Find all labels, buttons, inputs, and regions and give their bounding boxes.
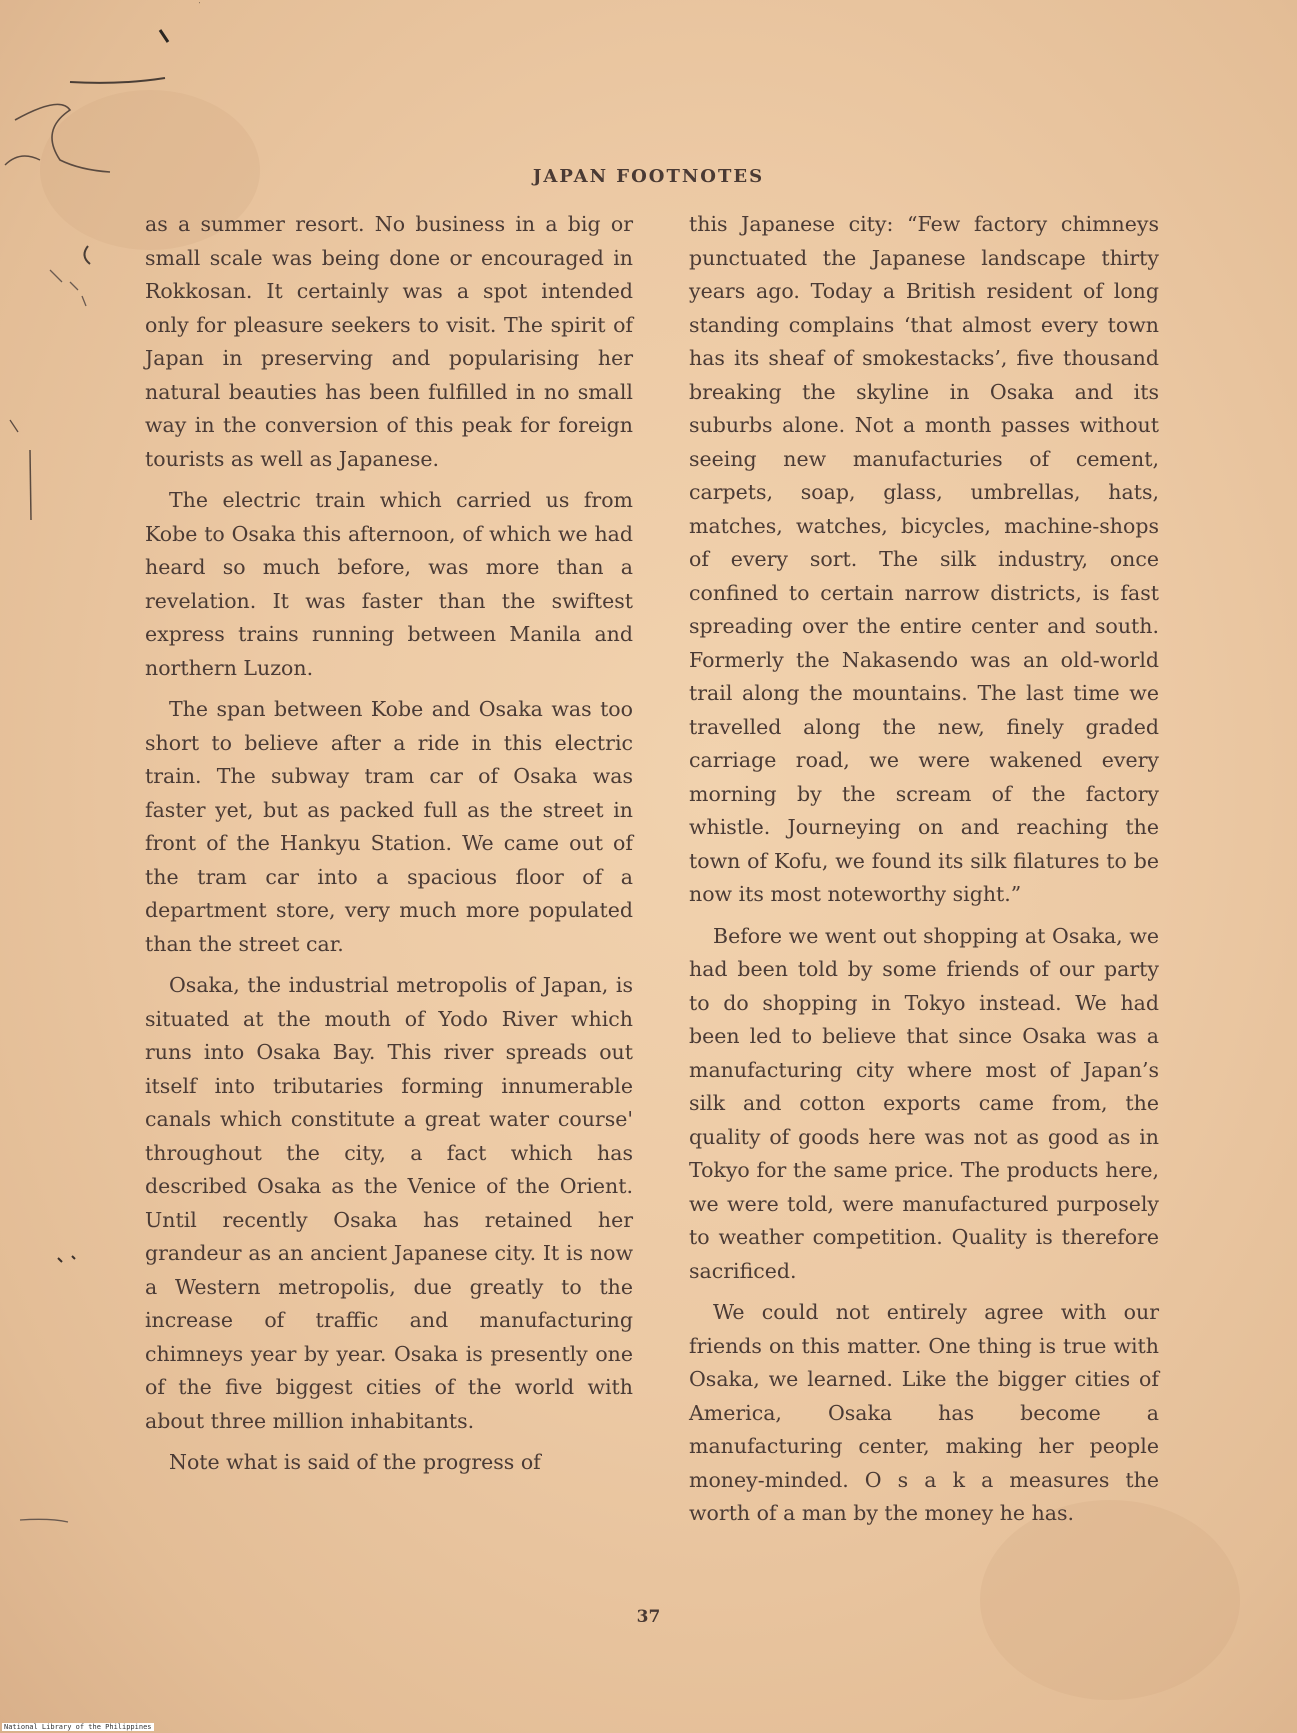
paragraph: this Japanese city: “Few factory chimneys punctuated the Japanese landscape thirty years ago. Today a British resident of long standing complains ‘that almost every town has its sheaf of smokestacks’, five thousand breaking the skyline in Osaka and its suburbs alone. Not a month passes without seeing new manufacturies of cement, carpets, soap, glass, umbrellas, hats, matches, watches, bicycles, machine-shops of every sort. The silk industry, once confined to certain narrow districts, is fast spreading over the entire center and south. Formerly the Nakasendo was an old-world trail along the mountains. The last time we travelled along the new, finely graded carriage road, we were wakened every morning by the scream of the factory whistle. Journeying on and reaching the town of Kofu, we found its silk filatures to be now its most noteworthy sight.” (689, 212, 1159, 906)
paragraph: The electric train which carried us from Kobe to Osaka this afternoon, of which we had heard so much before, was more than a revelation. It was faster than the swiftest express trains running between Manila and northern Luzon. (145, 488, 633, 680)
margin-pencil-marks-lower (0, 1200, 120, 1600)
left-text-column (145, 208, 633, 1488)
paragraph: Osaka, the industrial metropolis of Japan, is situated at the mouth of Yodo River which runs into Osaka Bay. This river spreads out itself into tributaries forming innumerable canals which constitute a great water course' throughout the city, a fact which has described Osaka as the Venice of the Orient. Until recently Osaka has retained her grandeur as an ancient Japanese city. It is now a Western metropolis, due greatly to the increase of traffic and manufacturing chimneys year by year. Osaka is presently one of the five biggest cities of the world with about three million inhabitants. (145, 973, 633, 1433)
running-header: JAPAN FOOTNOTES (532, 166, 765, 187)
paragraph: as a summer resort. No business in a big or small scale was being done or encouraged in Rokkosan. It certainly was a spot intended only for pleasure seekers to visit. The spirit of Japan in preserving and popularising her natural beauties has been fulfilled in no small way in the conversion of this peak for foreign tourists as well as Japanese. (145, 212, 633, 471)
paragraph: We could not entirely agree with our friends on this matter. One thing is true with Osaka, we learned. Like the bigger cities of America, Osaka has become a manufacturing center, making her people money-minded. O s a k a measures the worth of a man by the money he has. (689, 1300, 1159, 1525)
library-credit: National Library of the Philippines (4, 1723, 152, 1731)
page-number: 37 (636, 1607, 661, 1627)
right-text-column (689, 208, 1159, 1539)
paragraph: Before we went out shopping at Osaka, we had been told by some friends of our party to do shopping in Tokyo instead. We had been led to believe that since Osaka was a manufacturing city where most of Japan’s silk and cotton exports came from, the quality of goods here was not as good as in Tokyo for the same price. The products here, we were told, were manufactured purposely to weather competition. Quality is therefore sacrificed. (689, 923, 1159, 1283)
paragraph: The span between Kobe and Osaka was too short to believe after a ride in this electric train. The subway tram car of Osaka was faster yet, but as packed full as the street in front of the Hankyu Station. We came out of the tram car into a spacious floor of a department store, very much more populated than the street car. (145, 697, 633, 956)
paragraph: Note what is said of the progress of (169, 1450, 541, 1474)
